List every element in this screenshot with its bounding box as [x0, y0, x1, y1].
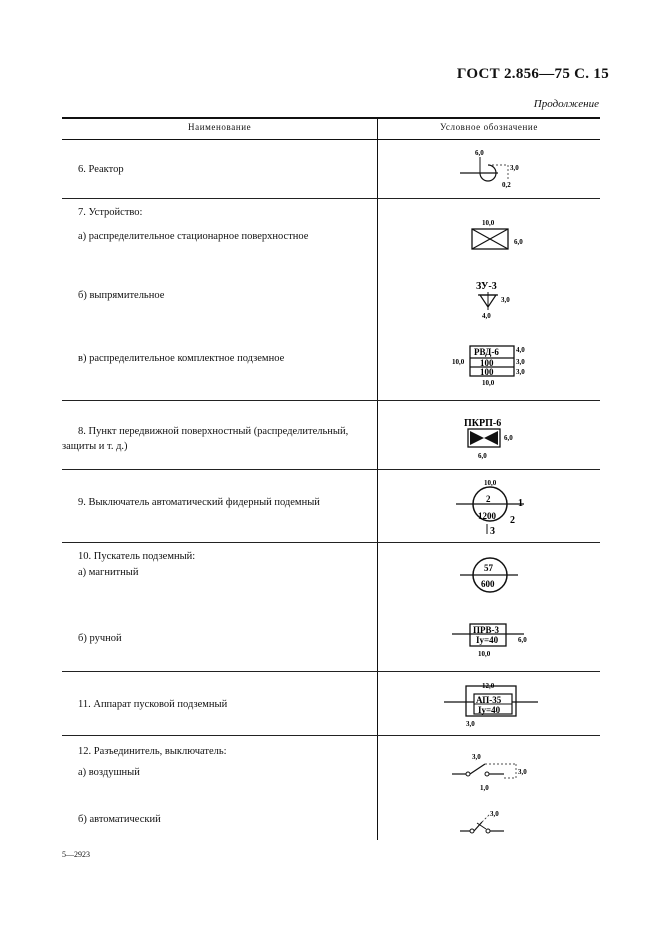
column-header-name: Наименование — [188, 122, 252, 132]
row-separator — [62, 671, 600, 672]
breaker-diameter: 10,0 — [484, 479, 497, 487]
magnetic-starter-symbol — [430, 554, 550, 596]
mobile-dim-h: 6,0 — [504, 434, 513, 442]
reactor-symbol — [430, 143, 550, 193]
mobile-dim-w: 6,0 — [478, 452, 487, 460]
breaker-mark-1: 1 — [518, 498, 523, 509]
row-device-b-label: б) выпрямительное — [78, 290, 165, 301]
starter-a-top: 57 — [484, 563, 493, 573]
breaker-top: 2 — [486, 494, 491, 504]
starter-b-dim-w: 10,0 — [478, 650, 491, 658]
starter-a-bottom: 600 — [481, 579, 495, 589]
row-separator — [62, 469, 600, 470]
row-device-a-label: а) распределительное стационарное поверхностное — [78, 231, 309, 242]
apparatus-dim-w: 12,0 — [482, 682, 495, 690]
reactor-dim-2: 3,0 — [510, 164, 519, 172]
mobile-point-symbol — [430, 412, 550, 462]
distribution-complete-symbol — [430, 340, 550, 390]
row-separator — [62, 400, 600, 401]
dev-a-width: 10,0 — [482, 219, 495, 227]
distribution-surface-symbol — [430, 215, 550, 255]
rectifier-dim-h: 3,0 — [501, 296, 510, 304]
reactor-dim-3: 0,2 — [502, 181, 511, 189]
apparatus-code: АП-35 — [476, 695, 502, 705]
row-starter-b-label: б) ручной — [78, 633, 122, 644]
row-starter-a-label: а) магнитный — [78, 567, 139, 578]
rectifier-code: ЗУ-3 — [476, 281, 497, 292]
reactor-dim-1: 6,0 — [475, 149, 484, 157]
dev-c-line3: 100 — [480, 367, 494, 377]
disc-a-dim-3: 1,0 — [480, 784, 489, 792]
row-disc-a-label: а) воздушный — [78, 767, 140, 778]
dev-a-height: 6,0 — [514, 238, 523, 246]
row-disconnector-label: 12. Разъединитель, выключатель: — [78, 746, 227, 757]
starter-b-line2: Iу=40 — [476, 635, 499, 645]
starter-b-dim-h: 6,0 — [518, 636, 527, 644]
row-disc-b-label: б) автоматический — [78, 814, 161, 825]
dev-c-line2: 100 — [480, 358, 494, 368]
starter-b-code: ПРВ-3 — [473, 625, 499, 635]
row-separator — [62, 198, 600, 199]
rectifier-dim-w: 4,0 — [482, 312, 491, 320]
dev-c-code: РВД-6 — [474, 347, 499, 357]
column-divider — [377, 118, 378, 840]
breaker-bottom: 1200 — [478, 511, 496, 521]
table-header-rule — [62, 139, 600, 140]
row-starter-label: 10. Пускатель подземный: — [78, 551, 196, 562]
footer-code: 5—2923 — [62, 850, 90, 859]
auto-disconnector-symbol — [430, 806, 550, 840]
row-separator — [62, 735, 600, 736]
disc-a-dim-1: 3,0 — [472, 753, 481, 761]
rectifier-symbol — [430, 280, 550, 322]
starting-apparatus-symbol — [430, 680, 550, 728]
breaker-mark-2: 2 — [510, 515, 515, 526]
row-mobile-label: 8. Пункт передвижной поверхностный (распределительный, защиты и т. д.) — [62, 426, 349, 452]
dev-c-dim-3: 3,0 — [516, 368, 525, 376]
dev-c-width: 10,0 — [482, 379, 495, 387]
row-device-c-label: в) распределительное комплектное подземное — [78, 353, 285, 364]
apparatus-dim-h: 3,0 — [466, 720, 475, 728]
mobile-code: ПКРП-6 — [464, 418, 502, 429]
continuation-label: Продолжение — [533, 98, 599, 110]
standard-header: ГОСТ 2.856—75 С. 15 — [456, 66, 609, 82]
table-top-rule — [62, 117, 600, 119]
apparatus-line2: Iу=40 — [478, 705, 501, 715]
row-breaker-label: 9. Выключатель автоматический фидерный подемный — [78, 497, 320, 508]
row-separator — [62, 542, 600, 543]
disc-b-dim-1: 3,0 — [490, 810, 499, 818]
dev-c-dim-2: 3,0 — [516, 358, 525, 366]
row-reactor-label: 6. Реактор — [78, 164, 124, 175]
row-apparatus-label: 11. Аппарат пусковой подземный — [78, 699, 228, 710]
breaker-mark-3: 3 — [490, 526, 495, 536]
breaker-symbol — [430, 474, 550, 536]
row-device-label: 7. Устройство: — [78, 207, 143, 218]
disc-a-dim-2: 3,0 — [518, 768, 527, 776]
air-disconnector-symbol — [430, 750, 550, 794]
dev-c-dim-1: 4,0 — [516, 346, 525, 354]
column-header-symbol: Условное обозначение — [440, 122, 538, 132]
dev-c-height: 10,0 — [452, 358, 465, 366]
manual-starter-symbol — [430, 618, 550, 660]
